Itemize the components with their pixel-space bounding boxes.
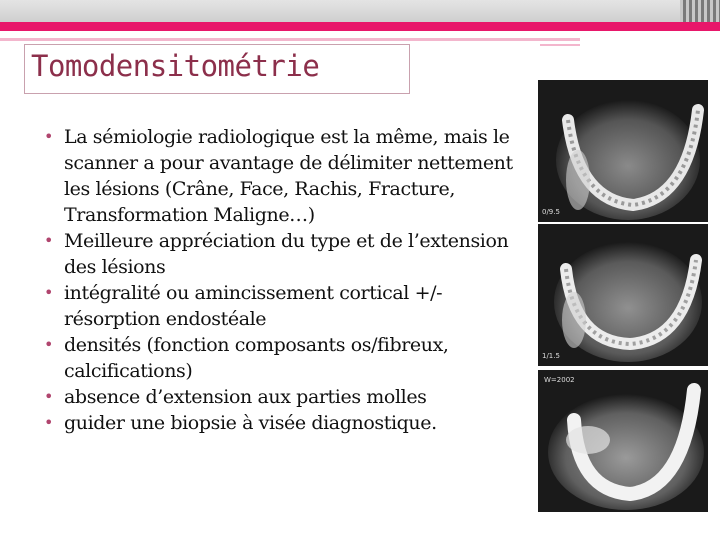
bullet-text: Meilleure appréciation du type et de l’extension des lésions [64, 230, 509, 278]
bullet-item [44, 280, 524, 332]
title-box [24, 44, 410, 94]
bullet-text: La sémiologie radiologique est la même, mais le scanner a pour avantage de délimiter nettement les lésions (Crâne, Face, Rachis, Fracture, Transformation Maligne…) [64, 126, 513, 226]
bullet-text: guider une biopsie à visée diagnostique. [64, 412, 437, 434]
bullet-icon: • [44, 283, 54, 302]
bullet-text: intégralité ou amincissement cortical +/- résorption endostéale [64, 282, 443, 330]
ct-scan-mandible-image [538, 80, 708, 222]
bullet-icon: • [44, 335, 54, 354]
ct-scan-mandible-image [538, 370, 708, 512]
bullet-item [44, 410, 524, 436]
top-decoration-ticks [680, 0, 720, 22]
ct-scan-mandible-image [538, 224, 708, 366]
title-underline-decoration-short [540, 44, 580, 46]
scan-overlay-text: 1/1.5 [542, 352, 560, 360]
bullet-item [44, 228, 524, 280]
bullet-item [44, 384, 524, 410]
bullet-icon: • [44, 413, 54, 432]
bullet-list [44, 124, 524, 436]
bullet-text: densités (fonction composants os/fibreux, calcifications) [64, 334, 449, 382]
scan-overlay-text: W=2002 [544, 376, 575, 384]
bullet-text: absence d’extension aux parties molles [64, 386, 427, 408]
title-underline-decoration [0, 38, 580, 41]
top-gray-bar [0, 0, 720, 22]
scan-overlay-text: 0/9.5 [542, 208, 560, 216]
slide-title: Tomodensitométrie [31, 49, 320, 83]
bullet-icon: • [44, 127, 54, 146]
top-accent-bar [0, 22, 720, 31]
bullet-icon: • [44, 231, 54, 250]
bullet-icon: • [44, 387, 54, 406]
bullet-item [44, 332, 524, 384]
bullet-item [44, 124, 524, 228]
